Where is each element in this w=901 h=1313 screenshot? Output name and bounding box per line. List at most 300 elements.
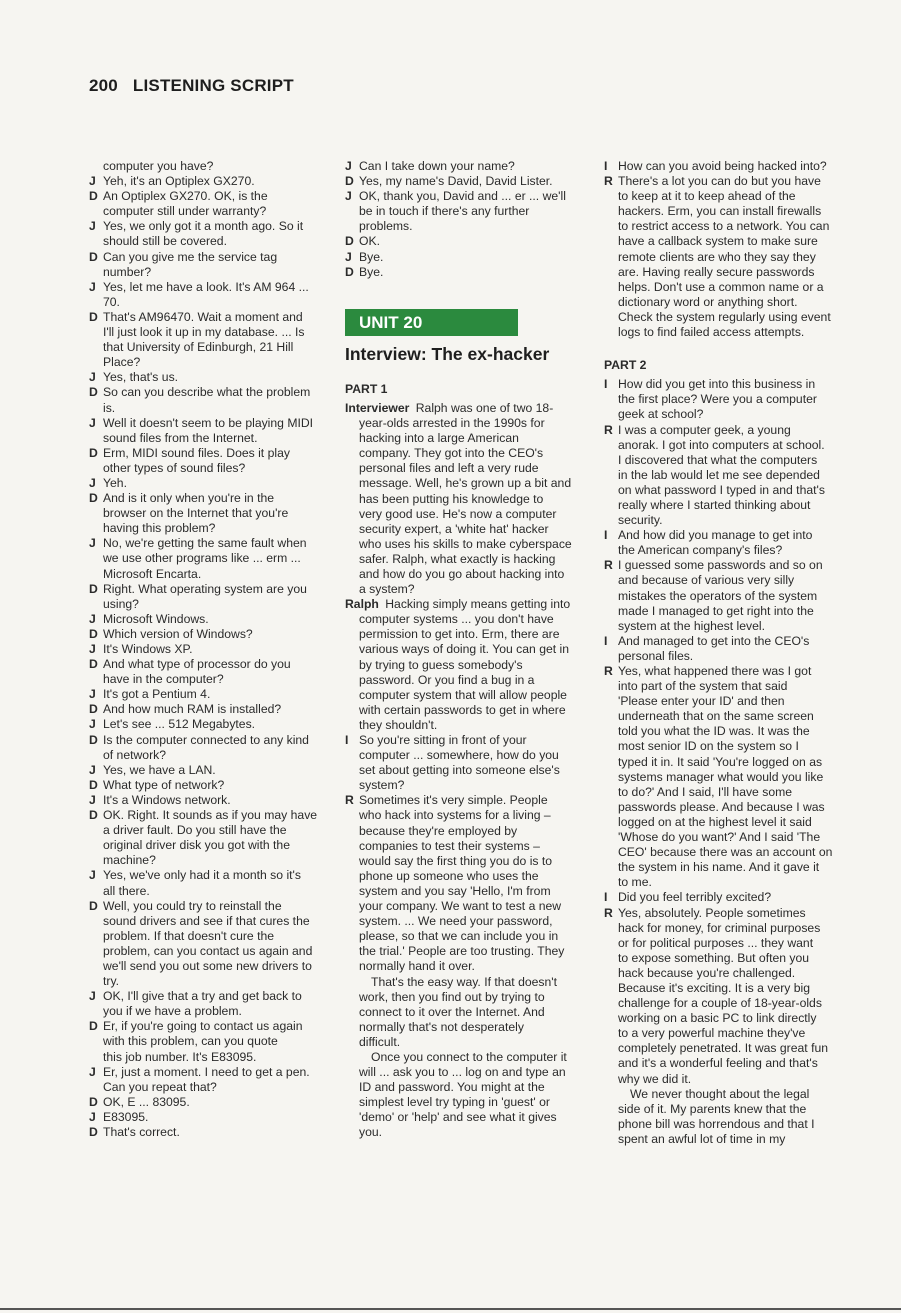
dialogue-text: and how do you go about hacking into [359,566,565,581]
part-2-heading: PART 2 [604,358,647,373]
dialogue-text: mistakes the operators of the system [618,588,818,603]
speaker-label: I [345,733,349,747]
dialogue-text: Ralph was one of two 18- [412,400,554,415]
dialogue-turn [604,377,844,422]
dialogue-text: 70. [103,294,120,309]
dialogue-turn [89,717,321,732]
speaker-label: J [89,174,96,189]
dialogue-turn [89,1019,321,1064]
dialogue-text: to restrict access to a network. You can [618,219,830,234]
dialogue-text: How did you get into this business in [618,377,816,392]
dialogue-text: I'll just look it up in my database. ... Is [103,325,305,340]
dialogue-text: Can you repeat that? [103,1079,217,1094]
column-3 [604,159,844,1147]
dialogue-text: your company. We want to test a new [359,899,562,914]
dialogue-text: we'll send you out some new drivers to [103,958,312,973]
dialogue-text: logs to find failed access attempts. [618,325,805,340]
dialogue-text: And how did you manage to get into [618,528,813,543]
dialogue-text: I was a computer geek, a young [618,422,791,437]
dialogue-text: OK. [359,234,380,249]
speaker-label: D [89,898,98,913]
dialogue-text: normally that's not desperately [359,1019,524,1034]
dialogue-text: E83095. [103,1109,149,1124]
dialogue-turn [604,1087,844,1147]
dialogue-text: 'Please enter your ID' and then [618,694,785,709]
speaker-label: I [604,633,608,648]
column-1 [89,159,321,1140]
speaker-label: J [89,717,96,732]
dialogue-text: will ... ask you to ... log on and type an [359,1065,566,1080]
dialogue-turn [89,174,321,189]
dialogue-turn [89,159,321,174]
page-number: 200 [89,76,118,95]
dialogue-text: Hacking simply means getting into [381,597,571,612]
dialogue-text: Sometimes it's very simple. People [359,793,548,808]
dialogue-text: Did you feel terribly excited? [618,890,772,905]
speaker-label: R [604,905,613,920]
speaker-label: D [89,777,98,792]
dialogue-turn [604,634,844,664]
dialogue-turn [89,536,321,581]
speaker-label: I [604,528,608,543]
dialogue-turn [89,416,321,446]
dialogue-text: to do?' And I said, I'll have some [618,784,793,799]
dialogue-text: companies to test their systems – [359,838,540,853]
dialogue-text: simplest level try typing in 'guest' or [359,1095,550,1110]
dialogue-text: Yes, we have a LAN. [103,762,216,777]
dialogue-text: work, then you find out by trying to [359,989,545,1004]
dialogue-turn [89,733,321,763]
dialogue-turn [89,612,321,627]
dialogue-turn [89,793,321,808]
dialogue-text: logged on at the highest level it said [618,814,812,829]
dialogue-text: Er, just a moment. I need to get a pen. [103,1064,310,1079]
dialogue-turn [89,582,321,612]
speaker-label: J [89,475,96,490]
dialogue-turn [345,793,579,974]
dialogue-text: year-olds arrested in the 1990s for [359,416,545,431]
speaker-label: D [89,808,98,823]
dialogue-turn [89,687,321,702]
dialogue-text: 'Whose do you want?' And I said 'The [618,830,821,845]
dialogue-text: hack because you're challenged. [618,965,796,980]
dialogue-text: Microsoft Encarta. [103,566,202,581]
dialogue-text: most senior ID on the system so I [618,739,799,754]
dialogue-text: has been putting his knowledge to [359,491,544,506]
dialogue-text: typed it in. It said 'You're logged on as [618,754,823,769]
dialogue-text: and because of various very silly [618,573,795,588]
dialogue-turn [604,423,844,529]
dialogue-text: Bye. [359,264,384,279]
dialogue-turn [345,174,579,189]
dialogue-text: personal files and left a very rude [359,461,539,476]
dialogue-text: the trial.' People are too trusting. They [359,944,565,959]
dialogue-turn [89,657,321,687]
dialogue-text: completely penetrated. It was great fun [618,1041,829,1056]
dialogue-text: or for political purposes ... they want [618,935,814,950]
dialogue-continuation [345,159,579,280]
dialogue-turn [345,975,579,1050]
dialogue-text: phone bill was horrendous and that I [618,1116,815,1131]
speaker-label: R [604,422,613,437]
speaker-label: J [89,642,96,656]
dialogue-text: geek at school? [618,407,704,422]
dialogue-text: have in the computer? [103,672,224,687]
dialogue-text: What type of network? [103,777,225,792]
dialogue-text: using? [103,596,139,611]
dialogue-turn [604,890,844,905]
dialogue-text: and it's a wonderful feeling and that's [618,1056,818,1071]
dialogue-turn [604,174,844,340]
speaker-label: D [89,626,98,641]
dialogue-text: we use other programs like ... erm ... [103,551,301,566]
dialogue-text: who hack into systems for a living – [359,808,551,823]
dialogue-text: helps. Don't use a common name or a [618,279,824,294]
speaker-label: Interviewer [345,400,410,415]
speaker-label: D [345,174,354,189]
dialogue-text: Er, if you're going to contact us again [103,1019,303,1034]
speaker-label: J [89,1109,96,1124]
speaker-label: D [345,234,354,249]
dialogue-turn [89,1110,321,1125]
dialogue-text: And how much RAM is installed? [103,702,282,717]
dialogue-text: Yeh. [103,475,127,490]
dialogue-text: No, we're getting the same fault when [103,536,307,551]
dialogue-text: to a very powerful machine they've [618,1026,806,1041]
speaker-label: D [89,1094,98,1109]
speaker-label: J [89,611,96,626]
dialogue-text: the system in his name. And it gave it [618,860,820,875]
dialogue-text: are. Having really secure passwords [618,264,815,279]
speaker-label: D [89,702,98,717]
dialogue-turn [89,899,321,990]
dialogue-text: by trying to guess somebody's [359,657,523,672]
dialogue-text: various ways of doing it. You can get in [359,642,570,657]
dialogue-text: a system? [359,582,415,597]
dialogue-text: browser on the Internet that you're [103,506,289,521]
dialogue-turn [89,476,321,491]
bottom-rule [0,1308,901,1310]
dialogue-text: OK, E ... 83095. [103,1094,190,1109]
page-title: LISTENING SCRIPT [132,76,294,95]
dialogue-text: problem. If that doesn't cure the [103,928,275,943]
dialogue-text: 'demo' or 'help' and see what it gives [359,1110,557,1125]
dialogue-text: An Optiplex GX270. OK, is the [103,189,268,204]
dialogue-text: systems manager what would you like [618,769,824,784]
dialogue-text: very good use. He's now a computer [359,506,557,521]
dialogue-text: set about getting into someone else's [359,763,560,778]
dialogue-text: side of it. My parents knew that the [618,1101,807,1116]
speaker-label: D [89,732,98,747]
dialogue-text: Yes, what happened there was I got [618,664,812,678]
speaker-label: R [604,558,613,573]
dialogue-turn [89,219,321,249]
dialogue-turn [89,1095,321,1110]
dialogue-text: Once you connect to the computer it [371,1049,567,1064]
dialogue-turn [89,627,321,642]
dialogue-turn [345,234,579,249]
dialogue-text: other types of sound files? [103,460,246,475]
dialogue-text: try. [103,974,120,989]
dialogue-text: Yes, we've only had it a month so it's [103,868,301,883]
dialogue-text: system. ... We need your password, [359,914,553,929]
dialogue-text: Place? [103,355,141,370]
dialogue-turn [89,642,321,657]
dialogue-text: computer still under warranty? [103,204,267,219]
dialogue-turn [345,733,579,793]
dialogue-turn [89,1065,321,1095]
dialogue-text: personal files. [618,648,694,663]
dialogue-turn [345,250,579,265]
speaker-label: D [89,385,98,400]
dialogue-text: And what type of processor do you [103,657,291,672]
speaker-label: J [89,868,96,883]
dialogue-text: OK, I'll give that a try and get back to [103,989,302,1004]
dialogue-text: of network? [103,747,167,762]
dialogue-turn [604,528,844,558]
speaker-label: J [89,415,96,430]
dialogue-text: How can you avoid being hacked into? [618,159,827,173]
interview-part-1-end [604,159,844,340]
dialogue-turn [89,1125,321,1140]
dialogue-text: underneath that on the same screen [618,709,814,724]
dialogue-text: normally hand it over. [359,959,475,974]
dialogue-text: is. [103,400,116,415]
speaker-label: J [345,159,352,173]
dialogue-text: system at the highest level. [618,618,765,633]
dialogue-text: And is it only when you're in the [103,491,275,506]
dialogue-text: they shouldn't. [359,717,438,732]
dialogue-text: having this problem? [103,521,216,536]
dialogue-text: Check the system regularly using event [618,309,831,324]
dialogue-text: problem, can you contact us again and [103,943,313,958]
dialogue-text: working on a basic PC to link directly [618,1011,817,1026]
speaker-label: I [604,159,608,173]
speaker-label: J [89,219,96,234]
speaker-label: J [89,687,96,702]
dialogue-text: system and you say 'Hello, I'm from [359,883,551,898]
speaker-label: J [89,989,96,1004]
speaker-label: D [89,189,98,204]
dialogue-turn [89,280,321,310]
part-1-heading: PART 1 [345,381,388,396]
dialogue-text: connect to it over the Internet. And [359,1004,545,1019]
dialogue-text: because they're employed by [359,823,518,838]
dialogue-text: permission to get into. Erm, there are [359,627,560,642]
dialogue-text: remote clients are who they say they [618,249,816,264]
dialogue-turn [345,159,579,174]
speaker-label: D [89,445,98,460]
speaker-label: J [89,1064,96,1079]
dialogue-text: Well, you could try to reinstall the [103,898,282,913]
dialogue-turn [89,446,321,476]
dialogue-text: Microsoft Windows. [103,611,209,626]
dialogue-text: passwords please. And because I was [618,799,825,814]
dialogue-turn [345,189,579,234]
dialogue-text: anorak. I got into computers at school. [618,437,825,452]
dialogue-text: Yeh, it's an Optiplex GX270. [103,174,255,189]
dialogue-text: That's correct. [103,1125,180,1139]
speaker-label: D [89,249,98,264]
dialogue-turn [89,250,321,280]
dialogue-text: password. Or you find a bug in a [359,672,535,687]
dialogue-text: There's a lot you can do but you have [618,174,821,189]
speaker-label: R [604,174,613,189]
dialogue-text: challenge for a couple of 18-year-olds [618,996,822,1011]
dialogue-text: in the lab would let me see depended [618,467,820,482]
dialogue-text: It's a Windows network. [103,792,231,807]
dialogue-text: hackers. Erm, you can install firewalls [618,204,822,219]
dialogue-text: made I managed to get right into the [618,603,814,618]
dialogue-text: I guessed some passwords and so on [618,558,823,573]
dialogue-turn [345,1050,579,1141]
dialogue-text: difficult. [359,1034,401,1049]
dialogue-turn [89,189,321,219]
dialogue-text: OK. Right. It sounds as if you may have [103,808,318,823]
dialogue-text: Yes, we only got it a month ago. So it [103,219,304,234]
speaker-label: J [89,762,96,777]
speaker-label: D [345,264,354,279]
dialogue-text: computer ... somewhere, how do you [359,748,559,763]
dialogue-text: the American company's files? [618,543,783,558]
speaker-label: R [604,664,613,678]
dialogue-text: It's got a Pentium 4. [103,687,211,702]
dialogue-turn [89,989,321,1019]
dialogue-text: with certain passwords to get in where [359,702,566,717]
dialogue-text: to keep at it to keep ahead of the [618,189,796,204]
dialogue-text: Yes, absolutely. People sometimes [618,905,806,920]
speaker-label: Ralph [345,597,379,612]
dialogue-text: Yes, my name's David, David Lister. [359,174,553,189]
dialogue-text: system? [359,778,405,793]
dialogue-text: hack for money, for criminal purposes [618,920,821,935]
dialogue-text: computer system that will allow people [359,687,567,702]
dialogue-text: I discovered that what the computers [618,452,818,467]
interview-part-2 [604,377,844,1147]
dialogue-text: safer. Ralph, what exactly is hacking [359,551,556,566]
dialogue-text: We never thought about the legal [630,1086,810,1101]
dialogue-turn [345,265,579,280]
unit-banner: UNIT 20 [345,309,518,336]
dialogue-turn [89,808,321,868]
dialogue-text: you. [359,1125,383,1140]
dialogue-text: would say the first thing you do is to [359,853,553,868]
dialogue-text: problems. [359,219,413,234]
dialogue-turn [89,385,321,415]
dialogue-text: sound drivers and see if that cures the [103,913,310,928]
page-header [89,76,294,96]
dialogue-text: Which version of Windows? [103,626,253,641]
dialogue-text: a driver fault. Do you still have the [103,823,287,838]
dialogue-text: sound files from the Internet. [103,430,258,445]
dialogue-turn [89,310,321,370]
speaker-label: D [89,657,98,672]
dialogue-turn [345,401,579,597]
dialogue-turn [89,491,321,536]
dialogue-text: Yes, that's us. [103,370,179,385]
dialogue-turn [89,868,321,898]
speaker-label: J [89,536,96,551]
dialogue-text: original driver disk you got with the [103,838,290,853]
speaker-label: D [89,1019,98,1034]
speaker-label: I [604,377,608,392]
column-2 [345,159,579,1141]
dialogue-turn [89,763,321,778]
dialogue-text: Let's see ... 512 Megabytes. [103,717,256,732]
dialogue-text: should still be covered. [103,234,227,249]
dialogue-text: all there. [103,883,150,898]
dialogue-text: on what password I typed in and that's [618,482,825,497]
dialogue-text: company. They got into the CEO's [359,446,544,461]
dialogue-text: into part of the system that said [618,679,788,694]
dialogue-text: computer systems ... you don't have [359,612,554,627]
dialogue-text: OK, thank you, David and ... er ... we'll [359,189,566,204]
speaker-label: J [345,249,352,264]
speaker-label: D [89,1125,98,1139]
dialogue-turn [89,702,321,717]
dialogue-text: security expert, a 'white hat' hacker [359,521,549,536]
dialogue-text: computer you have? [103,159,214,173]
dialogue-text: dictionary word or anything short. [618,294,798,309]
dialogue-text: Can you give me the service tag [103,249,278,264]
dialogue-text: Right. What operating system are you [103,581,307,596]
dialogue-turn [89,370,321,385]
speaker-label: J [345,189,352,204]
dialogue-text: CEO' because there was an account on [618,845,833,860]
interview-part-1 [345,401,579,1141]
dialogue-text: Erm, MIDI sound files. Does it play [103,445,290,460]
dialogue-text: told you what the ID was. It was the [618,724,810,739]
dialogue-text: have a callback system to make sure [618,234,818,249]
dialogue-text: why we did it. [618,1071,692,1086]
dialogue-text: ID and password. You might at the [359,1080,545,1095]
dialogue-text: That's the easy way. If that doesn't [371,974,557,989]
dialogue-text: Can I take down your name? [359,159,515,173]
speaker-label: J [89,792,96,807]
dialogue-text: machine? [103,853,156,868]
dialogue-text: That's AM96470. Wait a moment and [103,309,303,324]
dialogue-turn [345,597,579,733]
dialogue-text: with this problem, can you quote [103,1034,278,1049]
dialogue-text: to me. [618,875,652,890]
interview-title: Interview: The ex-hacker [345,343,550,364]
dialogue-text: It's Windows XP. [103,642,193,656]
speaker-label: R [345,793,354,808]
speaker-label: D [89,491,98,506]
dialogue-text: hacking into a large American [359,431,519,446]
dialogue-text: message. Well, he's grown up a bit and [359,476,572,491]
dialogue-turn [604,906,844,1087]
speaker-label: J [89,279,96,294]
dialogue-text: the first place? Were you a computer [618,392,817,407]
dialogue-text: you if we have a problem. [103,1004,242,1019]
speaker-label: D [89,581,98,596]
dialogue-text: So you're sitting in front of your [359,733,527,747]
dialogue-text: this job number. It's E83095. [103,1049,257,1064]
dialogue-text: number? [103,264,152,279]
dialogue-text: really where I started thinking about [618,497,811,512]
dialogue-text: Bye. [359,249,384,264]
dialogue-text: Yes, let me have a look. It's AM 964 ... [103,279,309,294]
dialogue-text: spent an awful lot of time in my [618,1131,786,1146]
dialogue-text: security. [618,513,663,528]
dialogue-text: that University of Edinburgh, 21 Hill [103,340,294,355]
speaker-label: D [89,309,98,324]
speaker-label: J [89,370,96,385]
dialogue-text: please, so that we can include you in [359,929,559,944]
speaker-label: I [604,890,608,905]
dialogue-text: And managed to get into the CEO's [618,633,810,648]
